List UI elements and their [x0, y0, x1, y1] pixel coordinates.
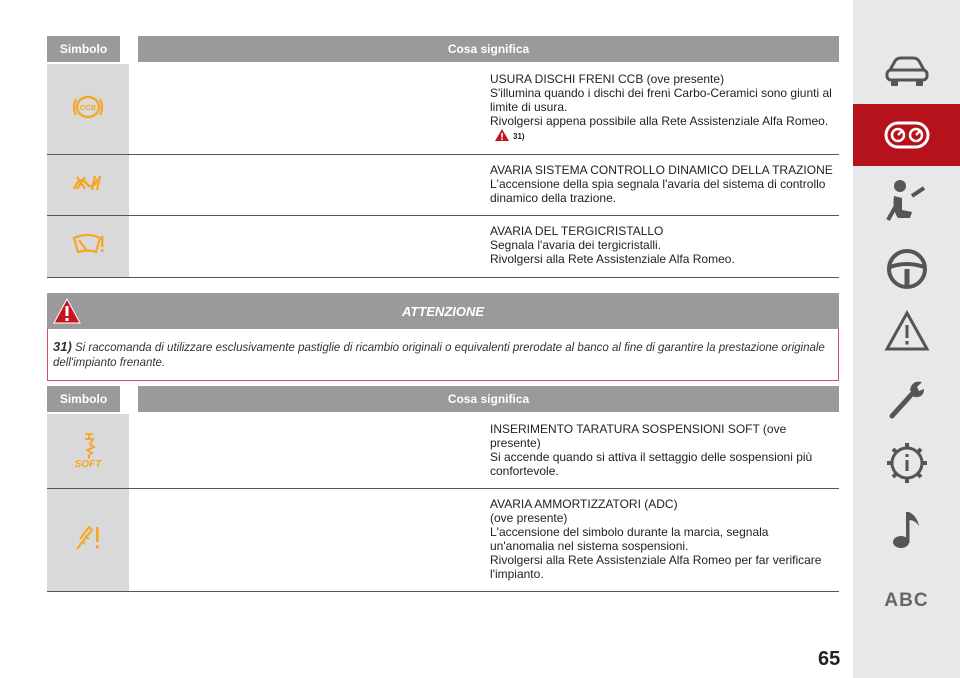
soft-suspension-icon: [47, 413, 129, 489]
wiper-failure-icon: [47, 216, 129, 278]
sidebar-item-technical[interactable]: [853, 432, 960, 494]
traction-control-failure-icon: [47, 155, 129, 216]
music-note-icon: [887, 506, 927, 552]
warning-title: ATTENZIONE: [401, 303, 485, 319]
warning-triangle-icon: [884, 310, 930, 352]
row-title: USURA DISCHI FRENI CCB (ove presente): [490, 72, 725, 86]
symbols-table-1: [47, 36, 839, 278]
row-title: AVARIA DEL TERGICRISTALLO: [490, 224, 664, 238]
svg-text:CCB: CCB: [79, 102, 97, 112]
chapter-sidebar: [853, 0, 960, 678]
col-meaning-header: Cosa significa: [129, 36, 839, 63]
col-symbol-header: Simbolo: [47, 36, 129, 63]
col-symbol-header: Simbolo: [47, 386, 129, 413]
col-meaning-header: Cosa significa: [129, 386, 839, 413]
row-line: Rivolgersi alla Rete Assistenziale Alfa Romeo.: [490, 252, 735, 266]
seatbelt-passenger-icon: [884, 178, 930, 224]
car-icon: [884, 54, 930, 88]
sidebar-item-index[interactable]: [853, 570, 960, 632]
symbols-table-2: [47, 386, 839, 592]
sidebar-item-dashboard[interactable]: [853, 104, 960, 166]
row-line: Segnala l'avaria dei tergicristalli.: [490, 238, 662, 252]
warning-small-icon: [494, 128, 510, 142]
dashboard-gauges-icon: [884, 120, 930, 150]
manual-content: [47, 36, 839, 592]
page-number: 65: [818, 648, 841, 670]
row-line: Rivolgersi appena possibile alla Rete Assistenziale Alfa Romeo.: [490, 114, 829, 128]
row-line: (ove presente): [490, 511, 568, 525]
row-title: AVARIA AMMORTIZZATORI (ADC): [490, 497, 678, 511]
warning-number: 31): [53, 339, 72, 354]
steering-wheel-icon: [885, 247, 929, 291]
svg-text:SOFT: SOFT: [74, 458, 102, 468]
row-line: S'illumina quando i dischi dei freni Carbo-Ceramici sono giunti al limite di usura.: [490, 86, 832, 114]
ccb-brake-icon: [47, 63, 129, 155]
row-line: L'accensione del simbolo durante la marcia, segnala un'anomalia nel sistema sospensioni.: [490, 525, 769, 553]
warning-triangle-red-icon: [53, 298, 81, 324]
damper-failure-icon: [47, 489, 129, 592]
row-line: L'accensione della spia segnala l'avaria del sistema di controllo dinamico della trazione.: [490, 177, 826, 205]
table-row: [47, 155, 839, 216]
info-gear-icon: [884, 440, 930, 486]
row-title: AVARIA SISTEMA CONTROLLO DINAMICO DELLA TRAZIONE: [490, 163, 833, 177]
table-row: [47, 489, 839, 592]
sidebar-item-multimedia[interactable]: [853, 498, 960, 560]
table-header: [47, 36, 839, 63]
warning-reference[interactable]: 31): [513, 132, 525, 141]
row-title: INSERIMENTO TARATURA SOSPENSIONI SOFT (ove presente): [490, 422, 787, 450]
sidebar-item-car[interactable]: [853, 40, 960, 102]
wrench-icon: [884, 376, 930, 422]
sidebar-item-starting[interactable]: [853, 238, 960, 300]
row-line: Si accende quando si attiva il settaggio delle sospensioni più confortevole.: [490, 450, 813, 478]
sidebar-item-emergency[interactable]: [853, 300, 960, 362]
table-row: [47, 63, 839, 155]
warning-box: [47, 329, 839, 381]
sidebar-item-safety[interactable]: [853, 170, 960, 232]
warning-text: Si raccomanda di utilizzare esclusivamente pastiglie di ricambio originali o equivalenti prerodate al banco al fine di garantire la prestazione originale dell'impianto frenante.: [53, 342, 825, 369]
table-row: [47, 216, 839, 278]
table-header: [47, 386, 839, 413]
row-line: Rivolgersi alla Rete Assistenziale Alfa Romeo per far verificare l'impianto.: [490, 553, 822, 581]
sidebar-item-maintenance[interactable]: [853, 368, 960, 430]
abc-text-icon: ABC: [884, 590, 929, 611]
table-row: [47, 413, 839, 489]
warning-header: [47, 293, 839, 329]
